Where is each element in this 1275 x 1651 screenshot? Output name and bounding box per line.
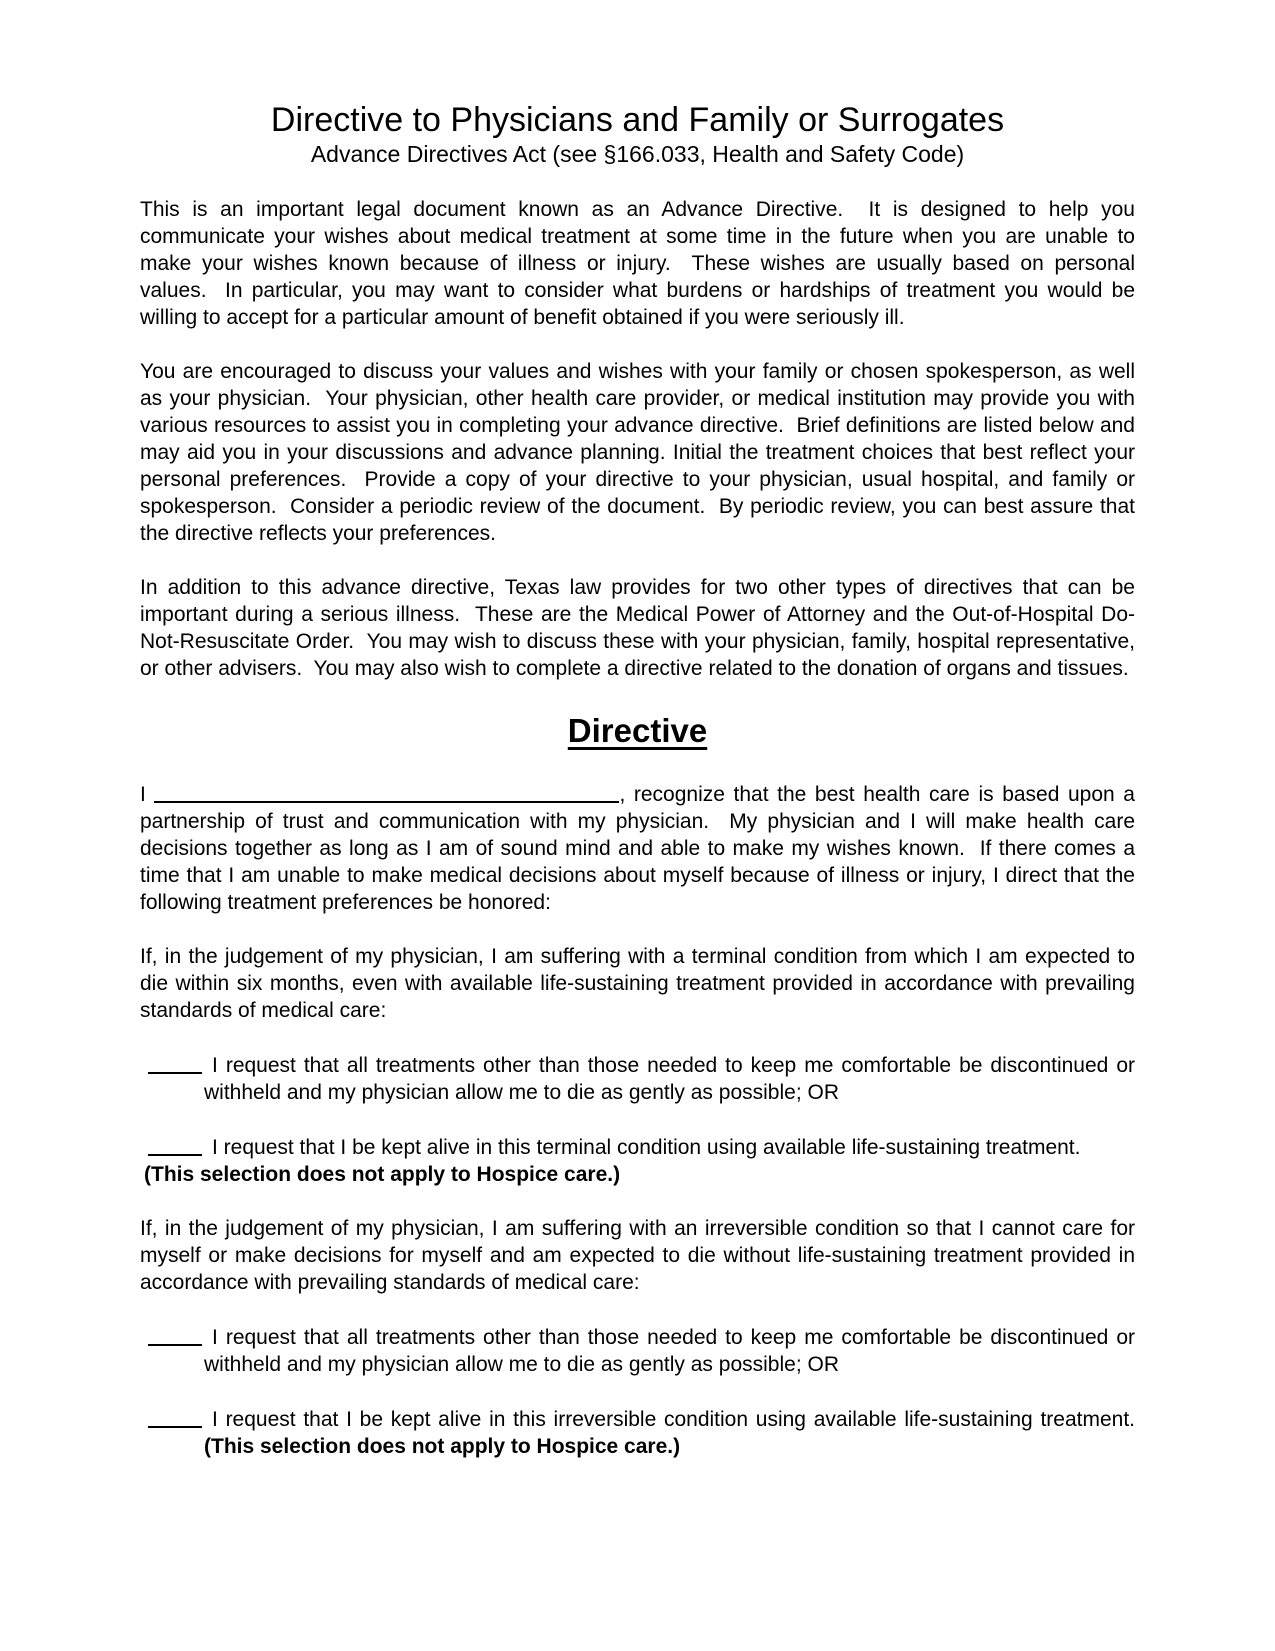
irreversible-option-keep-alive <box>140 1405 1135 1460</box>
terminal-option-keep-alive-initials-field[interactable] <box>148 1133 202 1156</box>
document-title: Directive to Physicians and Family or Surrogates <box>270 101 1005 139</box>
declaration-prefix: I <box>140 783 146 806</box>
irreversible-option-keep-alive-initials-field[interactable] <box>148 1405 202 1428</box>
terminal-condition-intro: If, in the judgement of my physician, I am suffering with a terminal condition from which I am expected to die within six months, even with available life-sustaining treatment provided in accordance with prevailing standards of medical care: <box>140 945 1135 1022</box>
irreversible-option-keep-alive-text: I request that I be kept alive in this irreversible condition using available life-sustaining treatment. <box>212 1408 1135 1431</box>
terminal-option-discontinue-text: I request that all treatments other than those needed to keep me comfortable be discontinued or withheld and my physician allow me to die as gently as possible; OR <box>204 1054 1135 1104</box>
terminal-option-discontinue-initials-field[interactable] <box>148 1051 202 1074</box>
terminal-option-keep-alive-line <box>140 1133 1135 1161</box>
intro-paragraph-2: You are encouraged to discuss your values and wishes with your family or chosen spokesperson, as well as your physician. Your physician, other health care provider, or medical institution may provide you with various resources to assist you in completing your advance directive. Brief definitions are listed below and may aid you in your discussions and advance planning. Initial the treatment choices that best reflect your personal preferences. Provide a copy of your directive to your physician, usual hospital, and family or spokesperson. Consider a periodic review of the document. By periodic review, you can best assure that the directive reflects your preferences. <box>140 360 1135 545</box>
intro-paragraph-1: This is an important legal document known as an Advance Directive. It is designed to help you communicate your wishes about medical treatment at some time in the future when you are unable to make your wishes known because of illness or injury. These wishes are usually based on personal values. In particular, you may want to consider what burdens or hardships of treatment you would be willing to accept for a particular amount of benefit obtained if you were seriously ill. <box>140 198 1135 329</box>
declaration-paragraph <box>140 780 1135 916</box>
irreversible-hospice-note: (This selection does not apply to Hospice care.) <box>204 1435 681 1458</box>
irreversible-condition-intro: If, in the judgement of my physician, I am suffering with an irreversible condition so that I cannot care for myself or make decisions for myself and am expected to die without life-sustaining treatment provided in accordance with prevailing standards of medical care: <box>140 1217 1135 1294</box>
intro-paragraph-3: In addition to this advance directive, Texas law provides for two other types of directives that can be important during a serious illness. These are the Medical Power of Attorney and the Out-of-Hospital Do-Not-Resuscitate Order. You may wish to discuss these with your physician, family, hospital representative, or other advisers. You may also wish to complete a directive related to the donation of organs and tissues. <box>140 576 1135 680</box>
document-subtitle: Advance Directives Act (see §166.033, Health and Safety Code) <box>310 141 965 167</box>
terminal-option-keep-alive <box>140 1133 1135 1188</box>
declarant-name-field[interactable] <box>154 780 619 803</box>
terminal-option-discontinue <box>140 1051 1135 1106</box>
directive-section-heading: Directive <box>567 712 708 749</box>
terminal-option-keep-alive-text: I request that I be kept alive in this terminal condition using available life-sustaining treatment. <box>212 1136 1081 1159</box>
irreversible-option-discontinue-initials-field[interactable] <box>148 1323 202 1346</box>
terminal-hospice-note: (This selection does not apply to Hospice care.) <box>144 1163 621 1186</box>
irreversible-option-discontinue <box>140 1323 1135 1378</box>
irreversible-option-discontinue-text: I request that all treatments other than those needed to keep me comfortable be discontinued or withheld and my physician allow me to die as gently as possible; OR <box>204 1326 1135 1376</box>
declaration-text: , recognize that the best health care is based upon a partnership of trust and communication with my physician. My physician and I will make health care decisions together as long as I am of sound mind and able to make my wishes known. If there comes a time that I am unable to make medical decisions about myself because of illness or injury, I direct that the following treatment preferences be honored: <box>140 783 1135 914</box>
